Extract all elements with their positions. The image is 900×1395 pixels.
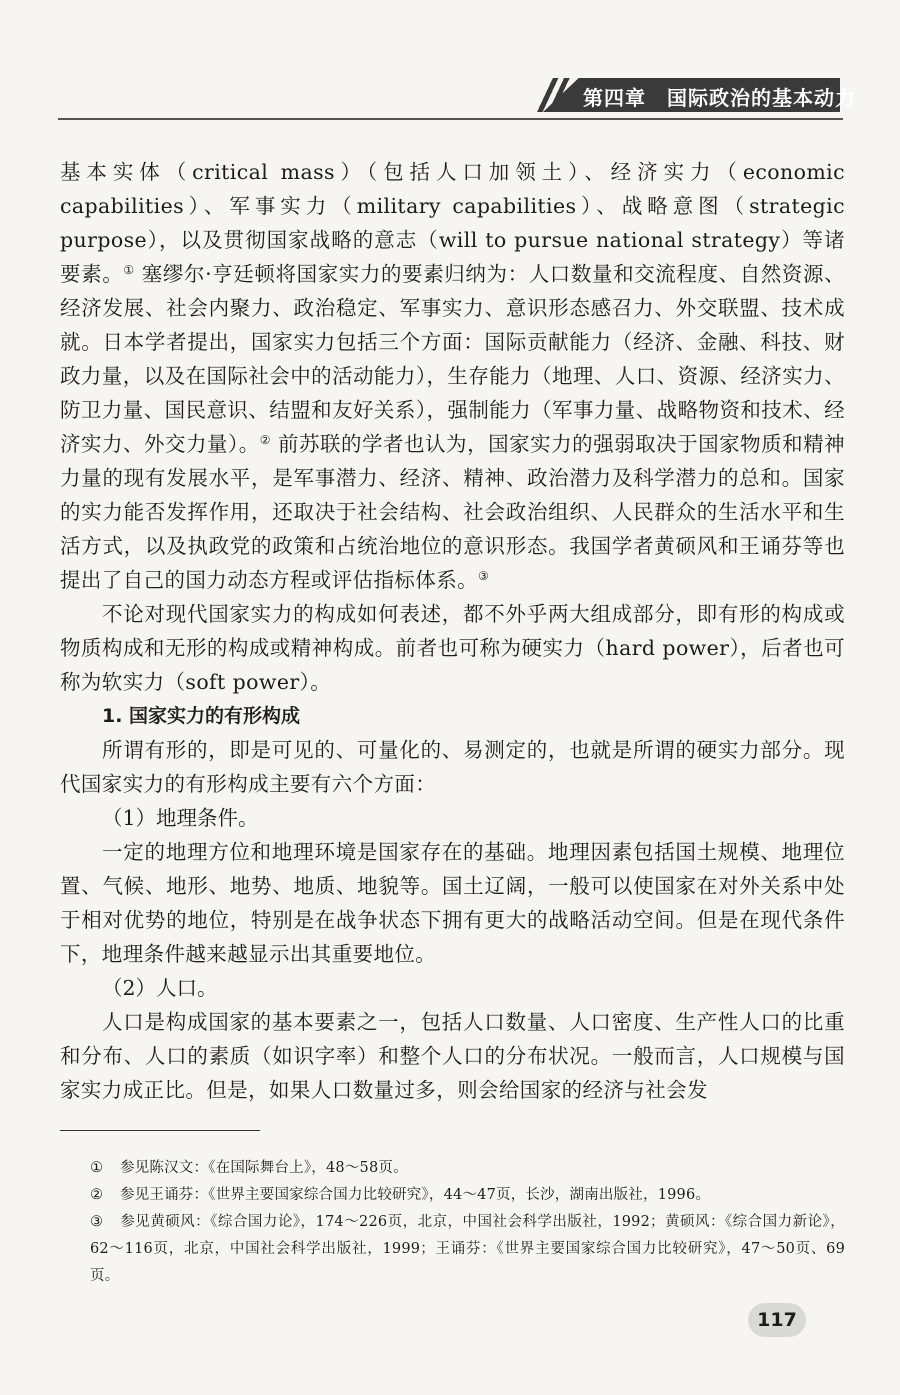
paragraph-2: 不论对现代国家实力的构成如何表述，都不外乎两大组成部分，即有形的构成或物质构成和无形的构成或精神构成。前者也可称为硬实力（hard power），后者也可称为软实力（soft power）。 (60, 602, 845, 694)
paragraph-1-text-c: 前苏联的学者也认为，国家实力的强弱取决于国家物质和精神力量的现有发展水平，是军事潜力、经济、精神、政治潜力及科学潜力的总和。国家的实力能否发挥作用，还取决于社会结构、社会政治组织、人民群众的生活水平和生活方式，以及执政党的政策和占统治地位的意识形态。我国学者黄硕风和王诵芬等也提出了自己的国力动态方程或评估指标体系。 (60, 432, 845, 592)
footnote-ref-1: ① (123, 263, 135, 277)
footnote-2 (60, 1182, 845, 1209)
main-text (60, 155, 845, 1107)
chapter-title: 第四章 国际政治的基本动力 (583, 86, 856, 110)
footnote-mark: ② (90, 1187, 104, 1203)
item-heading-geography: （1）地理条件。 (102, 806, 259, 830)
footnote-text: 参见黄硕风：《综合国力论》，174～226页，北京，中国社会科学出版社，1992；黄硕风：《综合国力新论》，62～116页，北京，中国社会科学出版社，1999；王诵芬：《世界主要国家综合国力比较研究》，47～50页、69页。 (90, 1214, 845, 1284)
paragraph-1 (60, 155, 845, 597)
paragraph-4: 一定的地理方位和地理环境是国家存在的基础。地理因素包括国土规模、地理位置、气候、地形、地势、地质、地貌等。国土辽阔，一般可以使国家在对外关系中处于相对优势的地位，特别是在战争状态下拥有更大的战略活动空间。但是在现代条件下，地理条件越来越显示出其重要地位。 (60, 840, 845, 966)
footnote-separator (60, 1130, 260, 1131)
footnotes (60, 1155, 845, 1290)
footnote-text: 参见王诵芬：《世界主要国家综合国力比较研究》，44～47页，长沙，湖南出版社，1996。 (120, 1187, 711, 1203)
footnote-mark: ① (90, 1160, 104, 1176)
paragraph-5: 人口是构成国家的基本要素之一，包括人口数量、人口密度、生产性人口的比重和分布、人口的素质（如识字率）和整个人口的分布状况。一般而言，人口规模与国家实力成正比。但是，如果人口数量过多，则会给国家的经济与社会发 (60, 1010, 845, 1102)
footnote-1 (60, 1155, 845, 1182)
footnote-mark: ③ (90, 1214, 104, 1230)
paragraph-3: 所谓有形的，即是可见的、可量化的、易测定的，也就是所谓的硬实力部分。现代国家实力的有形构成主要有六个方面： (60, 738, 845, 796)
footnote-3 (60, 1209, 845, 1290)
footnote-ref-2: ② (259, 433, 272, 447)
paragraph-1-text-b: 塞缪尔·亨廷顿将国家实力的要素归纳为：人口数量和交流程度、自然资源、经济发展、社会内聚力、政治稳定、军事实力、意识形态感召力、外交联盟、技术成就。日本学者提出，国家实力包括三个方面：国际贡献能力（经济、金融、科技、财政力量，以及在国际社会中的活动能力），生存能力（地理、人口、资源、经济实力、防卫力量、国民意识、结盟和友好关系），强制能力（军事力量、战略物资和技术、经济实力、外交力量）。 (60, 262, 845, 456)
paragraph-1-text-a: 基本实体（critical mass）（包括人口加领土）、经济实力（economic capabilities）、军事实力（military capabilities）、战略意图（strategic purpose），以及贯彻国家战略的意志（will to pursue national strategy）等诸要素。 (60, 160, 845, 286)
section-heading: 1. 国家实力的有形构成 (102, 705, 301, 727)
header-rule (58, 118, 843, 120)
footnote-text: 参见陈汉文：《在国际舞台上》，48～58页。 (120, 1160, 408, 1176)
running-header (535, 78, 856, 112)
footnote-ref-3: ③ (478, 569, 490, 583)
page-number: 117 (748, 1303, 806, 1337)
item-heading-population: （2）人口。 (102, 976, 218, 1000)
